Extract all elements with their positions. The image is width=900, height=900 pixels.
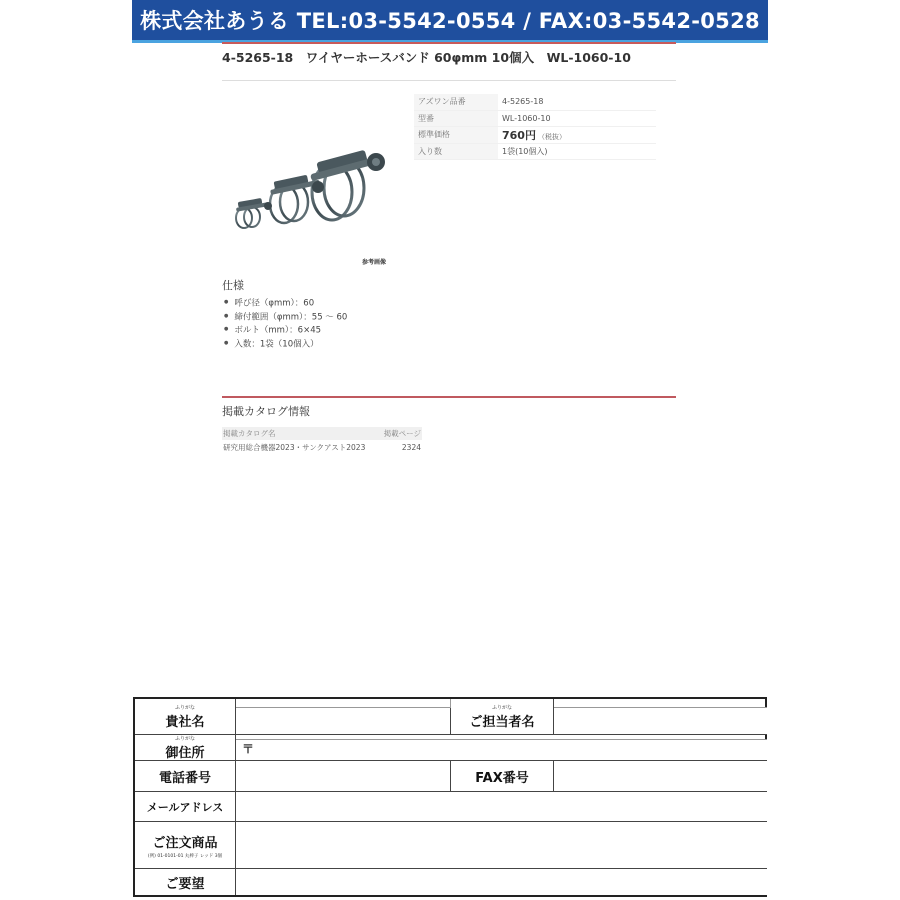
- spec-value: 4-5265-18: [498, 94, 656, 110]
- spec-value: WL-1060-10: [498, 110, 656, 126]
- company-name-input[interactable]: [236, 708, 451, 735]
- list-item: ● ボルト（mm）：6×45: [222, 323, 347, 337]
- image-caption: 参考画像: [362, 259, 387, 266]
- column-header: 掲載ページ: [379, 427, 422, 440]
- order-label: ご注文商品: [152, 835, 218, 851]
- banner-accent-line: [222, 42, 676, 44]
- table-row: [414, 110, 656, 126]
- address-label: 御住所: [165, 745, 205, 761]
- hose-band-illustration-icon: [222, 92, 402, 252]
- contact-label-cell: [451, 699, 554, 735]
- spec-label: 入り数: [414, 143, 498, 159]
- order-items-input[interactable]: [236, 822, 767, 869]
- table-row: [414, 143, 656, 159]
- contact-label: ご担当者名: [469, 714, 535, 730]
- product-spec-table: [414, 94, 656, 160]
- order-label-cell: [135, 822, 236, 869]
- banner-text: 株式会社あうる TEL:03-5542-0554 / FAX:03-5542-0528: [140, 9, 760, 33]
- request-label-cell: [135, 869, 236, 895]
- catalog-divider: [222, 396, 676, 398]
- phone-label-cell: [135, 761, 236, 792]
- furigana-label: ふりがな: [174, 735, 195, 742]
- contact-furigana-input[interactable]: [554, 699, 767, 708]
- list-item: ● 締付範囲（φmm）：55 ～ 60: [222, 310, 347, 324]
- company-label: 貴社名: [165, 714, 205, 730]
- price-cell: [498, 126, 656, 143]
- price-value: 760円: [502, 128, 536, 142]
- catalog-table: [222, 427, 422, 454]
- request-input[interactable]: [236, 869, 767, 895]
- catalog-name: 研究用総合機器2023・サンクアスト2023: [223, 442, 366, 452]
- column-header: 掲載カタログ名: [222, 427, 379, 440]
- company-furigana-input[interactable]: [236, 699, 451, 708]
- specs-list: [222, 296, 347, 350]
- spec-label: アズワン品番: [414, 94, 498, 110]
- phone-input[interactable]: [236, 761, 451, 792]
- phone-label: 電話番号: [158, 770, 211, 786]
- spec-label: 型番: [414, 110, 498, 126]
- company-label-cell: [135, 699, 236, 735]
- table-row: [414, 94, 656, 110]
- spec-label: 標準価格: [414, 126, 498, 143]
- list-item: ● 入数：1袋（10個入）: [222, 337, 347, 351]
- spec-value: 1袋(10個入): [498, 143, 656, 159]
- product-title: 4-5265-18 ワイヤーホースバンド 60φmm 10個入 WL-1060-10: [222, 50, 631, 65]
- furigana-label: ふりがな: [174, 704, 195, 711]
- table-row: [222, 440, 422, 454]
- table-header-row: [222, 427, 422, 440]
- request-label: ご要望: [165, 876, 205, 892]
- contact-name-input[interactable]: [554, 708, 767, 735]
- email-label: メールアドレス: [146, 800, 224, 814]
- list-item: ● 呼び径（φmm）：60: [222, 296, 347, 310]
- title-divider: [222, 80, 676, 81]
- contact-banner: [132, 0, 768, 40]
- fax-input[interactable]: [554, 761, 767, 792]
- fax-label: FAX番号: [475, 770, 529, 786]
- catalog-heading: 掲載カタログ情報: [222, 405, 310, 418]
- tax-note: （税抜）: [537, 132, 566, 141]
- catalog-page: 2324: [401, 442, 421, 452]
- product-image: [222, 92, 402, 252]
- specs-heading: 仕様: [222, 279, 244, 292]
- furigana-label: ふりがな: [491, 704, 512, 711]
- order-example: (例) 01-0101-01 丸棒子 レッド 3個: [147, 853, 223, 859]
- email-input[interactable]: [236, 792, 767, 822]
- fax-label-cell: [451, 761, 554, 792]
- address-label-cell: [135, 735, 236, 761]
- email-label-cell: [135, 792, 236, 822]
- address-input[interactable]: [236, 740, 767, 761]
- table-row: [414, 126, 656, 143]
- postal-mark: 〒: [242, 742, 255, 756]
- order-form: [133, 697, 767, 897]
